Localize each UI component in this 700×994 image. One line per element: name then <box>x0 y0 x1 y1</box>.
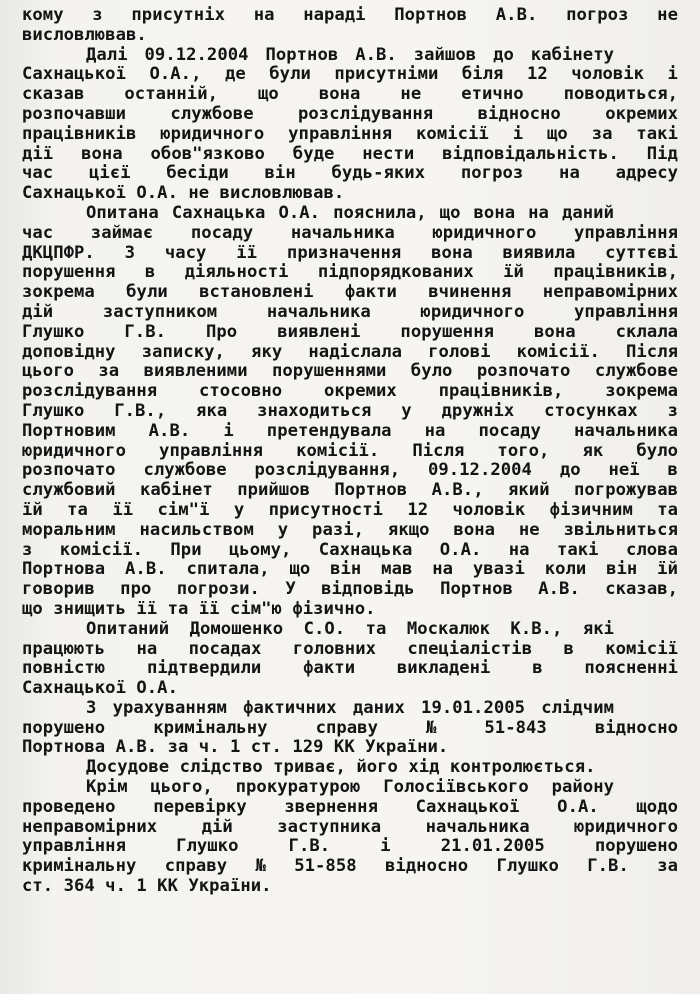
paragraph <box>22 758 690 778</box>
text-line: Опитана Сахнацька О.А. пояснила, що вона на даний <box>86 203 614 223</box>
text-line: цього за виявленими порушеннями було розпочато службове <box>22 362 678 382</box>
text-line: Глушко Г.В. Про виявлені порушення вона склала <box>22 322 679 342</box>
text-line: працюють на посадах головних спеціалістів в комісії <box>22 639 678 659</box>
text-line: ДКЦПФР. З часу її призначення вона виявила суттєві <box>22 243 678 263</box>
text-line: Далі 09.12.2004 Портнов А.В. зайшов до кабінету <box>86 45 614 65</box>
text-line: Сахнацької О.А. <box>22 679 178 699</box>
paragraph <box>22 204 690 620</box>
text-line: Крім цього, прокуратурою Голосіївського району <box>86 778 615 798</box>
text-line: розпочавши службове розслідування відносно окремих <box>22 104 679 124</box>
paragraph <box>22 6 690 46</box>
text-line: неправомірних дій заступника начальника юридичного <box>22 817 679 837</box>
text-line: Сахнацької О.А. не висловлював. <box>22 184 345 204</box>
text-line: сказав останній, що вона не етично поводиться, <box>22 85 679 105</box>
text-line: Сахнацької О.А., де були присутніми біля 12 чоловік і <box>22 65 678 85</box>
text-line: розпочато службове розслідування, 09.12.2004 до неї в <box>22 461 678 481</box>
paragraph <box>22 778 690 897</box>
text-line: з комісії. При цьому, Сахнацька О.А. на такі слова <box>22 540 678 560</box>
text-line: юридичного управління комісії. Після того, як було <box>22 441 678 461</box>
text-line: час займає посаду начальника юридичного управління <box>22 223 678 243</box>
text-line: управління Глушко Г.В. і 21.01.2005 порушено <box>22 837 679 857</box>
paragraph <box>22 620 690 699</box>
paragraph <box>22 46 690 204</box>
text-line: службовий кабінет прийшов Портнов А.В., який погрожував <box>22 481 678 501</box>
text-line: Досудове слідство триває, його хід контролюється. <box>86 758 596 778</box>
text-line: ст. 364 ч. 1 КК України. <box>22 877 272 897</box>
text-line: Опитаний Домошенко С.О. та Москалюк К.В., які <box>86 619 615 639</box>
text-line: час цієї бесіди він будь-яких погроз на адресу <box>22 164 679 184</box>
text-line: Портновим А.В. і претендувала на посаду начальника <box>22 421 678 441</box>
text-line: їй та її сім"ї у присутності 12 чоловік фізичним та <box>22 500 679 520</box>
text-line: доповідну записку, яку надіслала голові комісії. Після <box>22 342 678 362</box>
text-line: дій заступником начальника юридичного управління <box>22 302 679 322</box>
text-line: працівників юридичного управління комісії і що за такі <box>22 124 678 144</box>
text-line: кримінальну справу № 51-858 відносно Глушко Г.В. за <box>22 857 679 877</box>
paragraph <box>22 699 690 758</box>
text-line: Портнова А.В. за ч. 1 ст. 129 КК України. <box>22 738 449 758</box>
text-line: Глушко Г.В., яка знаходиться у дружніх стосунках з <box>22 401 678 421</box>
text-line: З урахуванням фактичних даних 19.01.2005 слідчим <box>86 698 614 718</box>
text-line: що знищить її та її сім"ю фізично. <box>22 599 376 619</box>
text-line: кому з присутніх на нараді Портнов А.В. погроз не <box>22 6 678 25</box>
text-line: проведено перевірку звернення Сахнацької О.А. щодо <box>22 797 678 817</box>
text-line: говорив про погрози. У відповідь Портнов А.В. сказав, <box>22 580 679 600</box>
text-line: Портнова А.В. спитала, що він мав на увазі коли він їй <box>22 560 678 580</box>
text-line: повністю підтвердили факти викладені в поясненні <box>22 659 678 679</box>
text-line: порушення в діяльності підпорядкованих їй працівників, <box>22 263 678 283</box>
text-line: висловлював. <box>22 25 147 45</box>
text-line: зокрема були встановлені факти вчинення неправомірних <box>22 283 678 303</box>
text-line: моральним насильством у разі, якщо вона не звільниться <box>22 520 678 540</box>
text-line: розслідування стосовно окремих працівників, зокрема <box>22 382 679 402</box>
text-line: порушено кримінальну справу № 51-843 відносно <box>22 718 678 738</box>
document-body <box>22 6 690 897</box>
text-line: дії вона обов"язково буде нести відповідальність. Під <box>22 144 678 164</box>
